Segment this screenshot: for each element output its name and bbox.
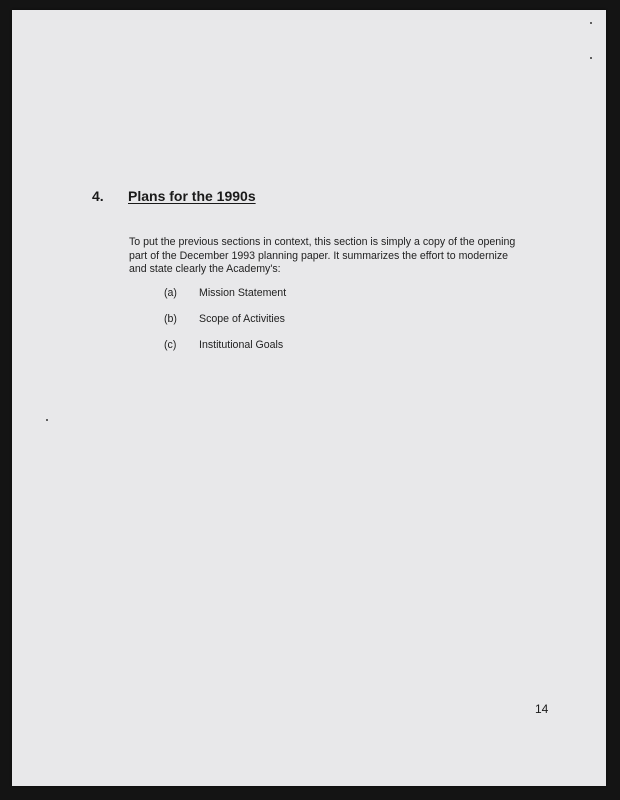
item-list bbox=[164, 287, 286, 365]
intro-paragraph bbox=[129, 236, 559, 277]
scan-speck bbox=[46, 419, 48, 421]
list-item bbox=[164, 313, 286, 339]
intro-line: and state clearly the Academy's: bbox=[129, 263, 281, 276]
document-page bbox=[12, 10, 606, 786]
scan-speck bbox=[590, 57, 592, 59]
intro-line: To put the previous sections in context, this section is simply a copy of the opening bbox=[129, 236, 516, 248]
scan-speck bbox=[590, 22, 592, 24]
page-number: 14 bbox=[535, 702, 549, 716]
list-marker: (b) bbox=[164, 313, 177, 325]
section-heading bbox=[92, 188, 256, 204]
intro-line: part of the December 1993 planning paper. It summarizes the effort to modernize bbox=[129, 249, 509, 262]
list-label: Scope of Activities bbox=[199, 313, 285, 325]
list-label: Mission Statement bbox=[199, 287, 287, 299]
list-label: Institutional Goals bbox=[199, 339, 284, 351]
section-title: Plans for the 1990s bbox=[128, 188, 256, 204]
list-item bbox=[164, 287, 286, 313]
section-number: 4. bbox=[92, 188, 104, 204]
list-marker: (a) bbox=[164, 287, 177, 299]
list-marker: (c) bbox=[164, 339, 177, 351]
list-item bbox=[164, 339, 286, 365]
